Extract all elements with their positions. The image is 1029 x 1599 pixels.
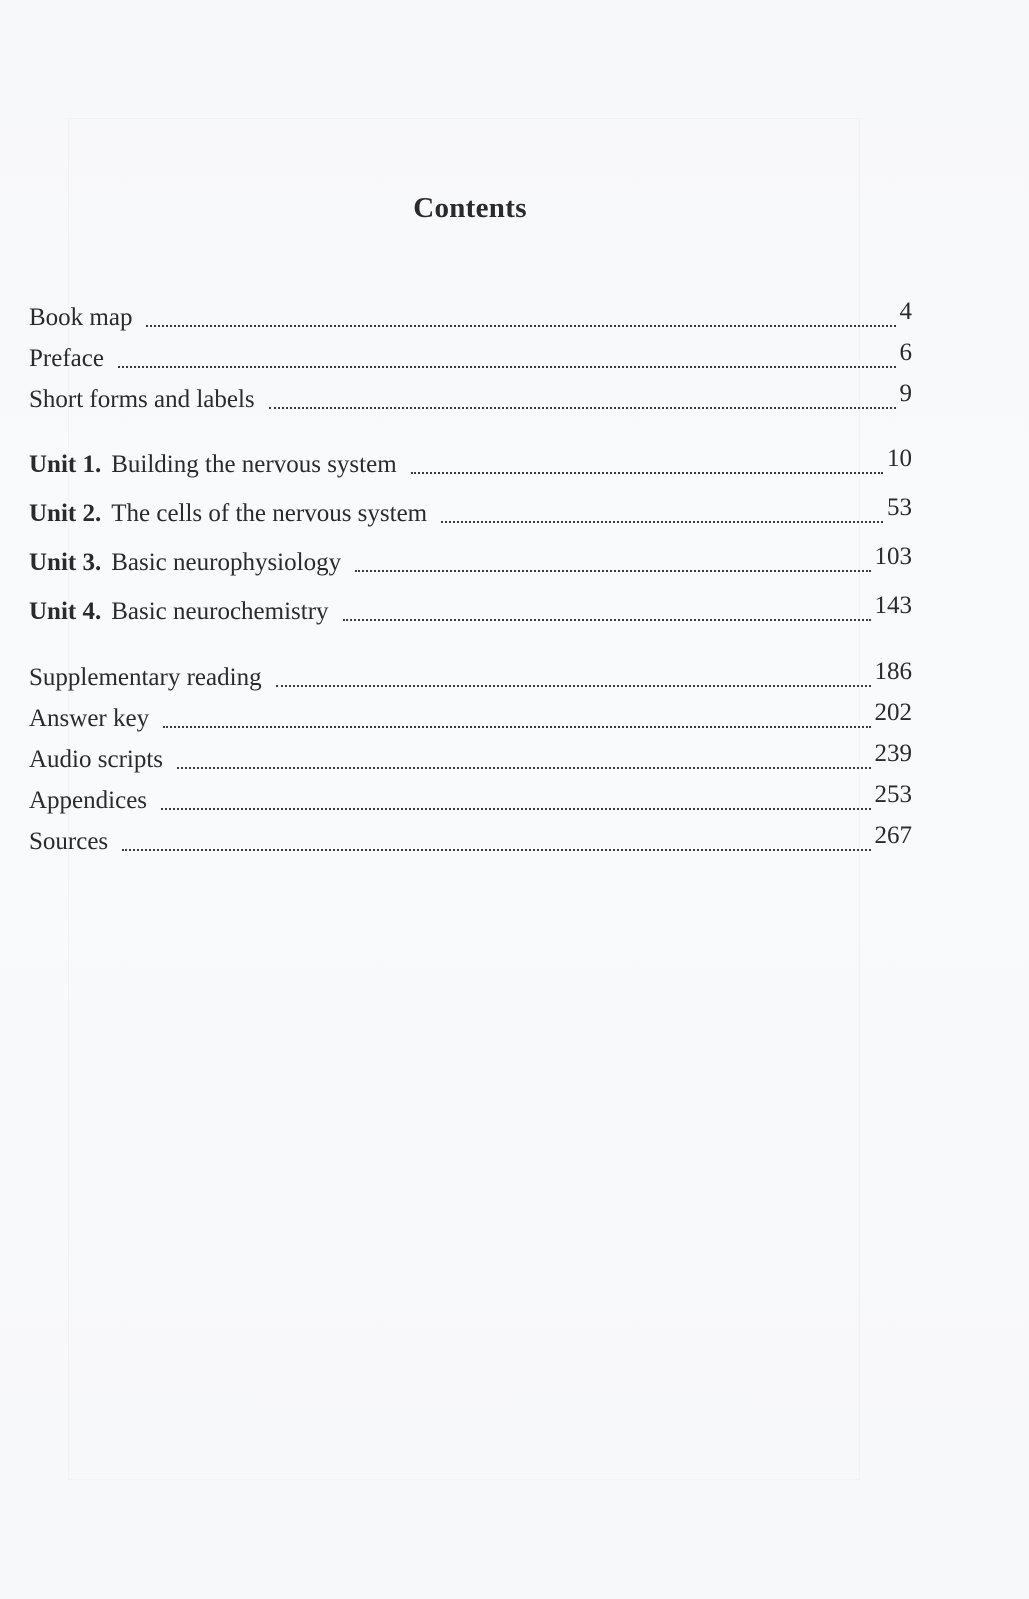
toc-entry-label: Answer key: [29, 705, 150, 732]
toc-entry-unit-2: [29, 494, 912, 529]
toc-entry-page: 6: [899, 339, 912, 366]
toc-entry-unit-4: [29, 592, 912, 627]
toc-entry-short-forms: [29, 380, 912, 415]
toc-entry-page: 103: [874, 543, 912, 570]
unit-title: Basic neurophysiology: [111, 549, 342, 576]
toc-entry-page: 143: [874, 592, 912, 619]
dot-leader: [411, 472, 883, 474]
dot-leader: [269, 407, 896, 409]
dot-leader: [118, 366, 896, 368]
unit-title: Basic neurochemistry: [111, 598, 329, 625]
dot-leader: [122, 849, 870, 851]
toc-entry-page: 10: [887, 445, 912, 472]
toc-entry-preface: [29, 339, 912, 374]
toc-entry-label: Audio scripts: [29, 746, 164, 773]
toc-entry-label: [29, 597, 329, 627]
toc-entry-label: [29, 499, 427, 529]
unit-number: Unit 2.: [29, 500, 102, 527]
dot-leader: [163, 726, 870, 728]
toc-entry-page: 186: [874, 658, 912, 685]
toc-entry-page: 9: [899, 380, 912, 407]
dot-leader: [161, 808, 870, 810]
dot-leader: [177, 767, 870, 769]
toc-entry-page: 202: [874, 699, 912, 726]
toc-entry-page: 253: [874, 781, 912, 808]
toc-entry-answer-key: [29, 699, 912, 734]
toc-entry-label: Preface: [29, 345, 104, 372]
toc-entry-unit-1: [29, 445, 912, 480]
toc-entry-book-map: [29, 298, 912, 333]
unit-title: Building the nervous system: [111, 451, 397, 478]
dot-leader: [146, 325, 895, 327]
toc-entry-sources: [29, 822, 912, 857]
toc-entry-label: Short forms and labels: [29, 386, 255, 413]
toc-entry-label: Book map: [29, 304, 133, 331]
unit-number: Unit 3.: [29, 549, 102, 576]
toc-entry-label: [29, 548, 341, 578]
toc-entry-label: Sources: [29, 828, 109, 855]
unit-number: Unit 4.: [29, 598, 102, 625]
toc-entry-unit-3: [29, 543, 912, 578]
dot-leader: [355, 570, 870, 572]
toc-entry-appendices: [29, 781, 912, 816]
toc-entry-page: 4: [899, 298, 912, 325]
toc-entry-label: Appendices: [29, 787, 148, 814]
unit-title: The cells of the nervous system: [111, 500, 428, 527]
page-title: Contents: [413, 192, 527, 224]
dot-leader: [441, 521, 883, 523]
toc-entry-page: 267: [874, 822, 912, 849]
dot-leader: [343, 619, 871, 621]
toc-entry-supplementary-reading: [29, 658, 912, 693]
toc-entry-page: 239: [874, 740, 912, 767]
unit-number: Unit 1.: [29, 451, 102, 478]
toc-entry-label: [29, 450, 397, 480]
toc-entry-page: 53: [887, 494, 912, 521]
toc-entry-audio-scripts: [29, 740, 912, 775]
dot-leader: [276, 685, 871, 687]
toc-entry-label: Supplementary reading: [29, 664, 262, 691]
